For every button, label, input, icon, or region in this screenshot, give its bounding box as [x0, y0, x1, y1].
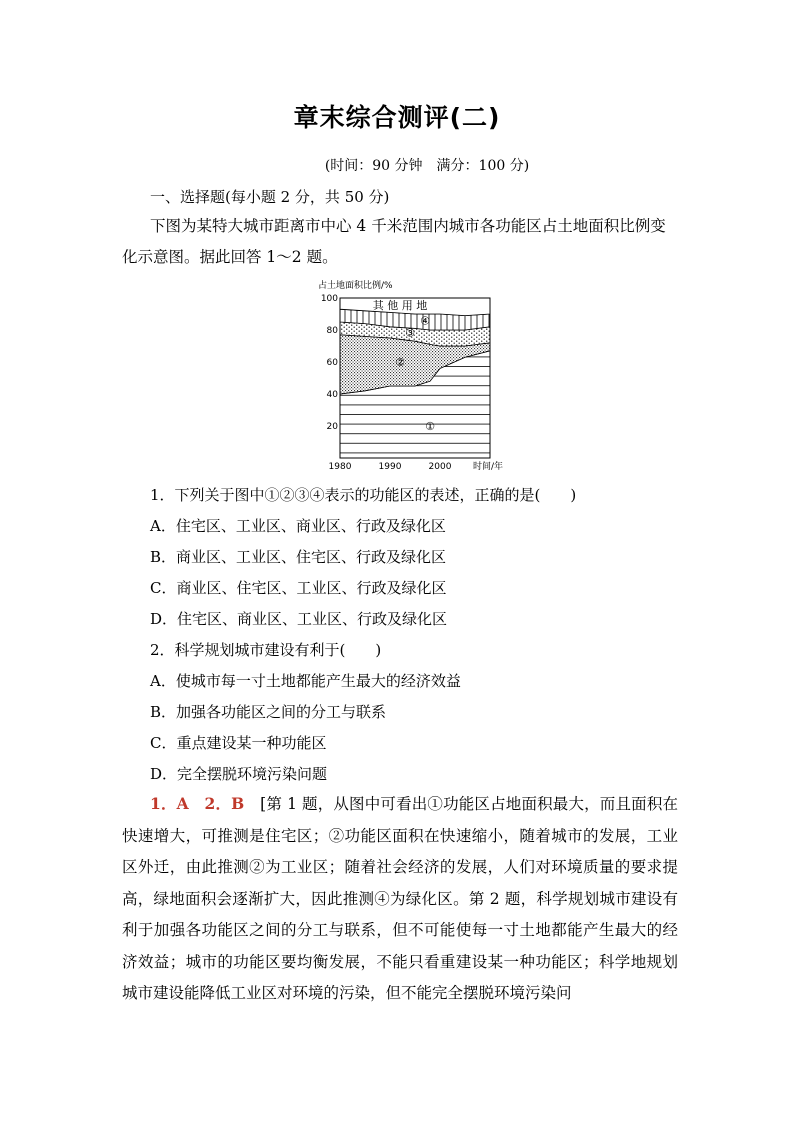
q1-option-c: C．商业区、住宅区、工业区、行政及绿化区	[150, 579, 447, 597]
q2-option-a: A．使城市每一寸土地都能产生最大的经济效益	[150, 672, 461, 690]
q1-option-d: D．住宅区、商业区、工业区、行政及绿化区	[150, 610, 448, 628]
question-2-stem: 2．科学规划城市建设有利于( )	[150, 641, 382, 659]
y-tick-label: 20	[326, 422, 338, 432]
y-tick-label: 40	[326, 390, 338, 400]
question-intro: 下图为某特大城市距离市中心 4 千米范围内城市各功能区占土地面积比例变化示意图。据此回答 1～2 题。	[122, 217, 666, 266]
page-title: 章末综合测评(二)	[293, 103, 501, 132]
series-label-2: ②	[395, 356, 405, 369]
x-tick-label: 1990	[378, 462, 402, 472]
y-tick-label: 60	[326, 358, 338, 368]
answer-text: [第 1 题，从图中可看出①功能区占地面积最大，而且面积在快速增大，可推测是住宅区；②功能区面积在快速缩小，随着城市的发展，工业区外迁，由此推测②为工业区；随着社会经济的发展，人们对环境质量的要求提高，绿地面积会逐渐扩大，因此推测④为绿化区。第 2 题，科学规划城市建设有利于加强各功能区之间的分工与联系，但不可能使每一寸土地都能产生最大的经济效益；城市的功能区要均衡发展，不能只看重建设某一种功能区；科学地规划城市建设能降低工业区对环境的污染，但不能完全摆脱环境污染问	[122, 795, 678, 1002]
q2-option-d: D．完全摆脱环境污染问题	[150, 765, 328, 783]
land-use-area-chart	[318, 270, 518, 475]
series-label-4: ④	[420, 314, 430, 328]
q1-option-a: A．住宅区、工业区、商业区、行政及绿化区	[150, 517, 446, 535]
series-label-3: ③	[405, 326, 415, 340]
section-heading: 一、选择题(每小题 2 分，共 50 分)	[150, 188, 390, 206]
exam-info: (时间：90 分钟 满分：100 分)	[324, 158, 530, 174]
y-tick-label: 80	[326, 326, 338, 336]
question-1-stem: 1．下列关于图中①②③④表示的功能区的表述，正确的是( )	[150, 486, 577, 504]
series-label-1: ①	[425, 420, 435, 433]
y-axis-label: 占土地面积比例/%	[318, 281, 393, 291]
answer-explanation	[122, 788, 678, 1010]
answer-key: 1．A 2．B	[150, 794, 245, 813]
series-label-5: 其 他 用 地	[372, 299, 428, 313]
x-tick-label: 1980	[328, 462, 352, 472]
x-axis-label: 时间/年	[473, 462, 504, 472]
q2-option-c: C．重点建设某一种功能区	[150, 734, 327, 752]
q1-option-b: B．商业区、工业区、住宅区、行政及绿化区	[150, 548, 447, 566]
q2-option-b: B．加强各功能区之间的分工与联系	[150, 703, 387, 721]
x-tick-label: 2000	[428, 462, 452, 472]
y-tick-label: 100	[320, 294, 338, 304]
